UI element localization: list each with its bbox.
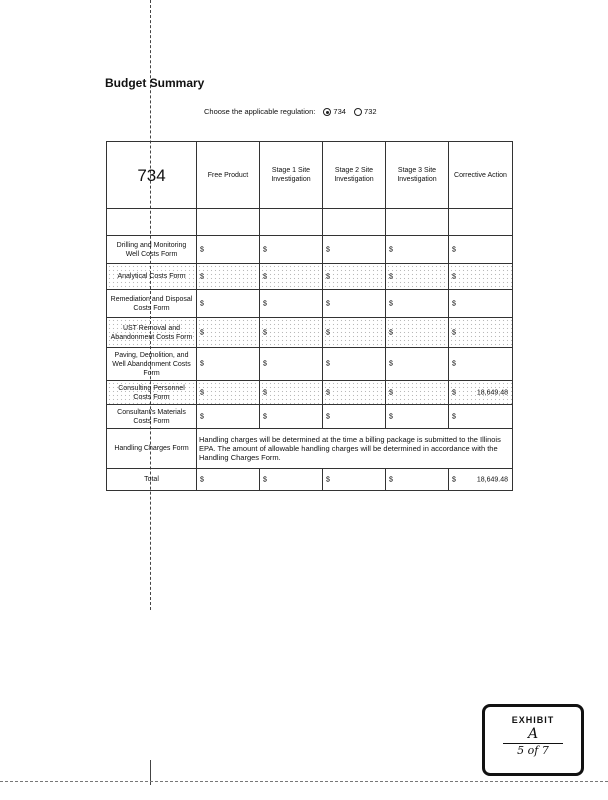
row-label: Consulting Personnel Costs Form — [107, 381, 197, 405]
exhibit-page: 5 of 7 — [503, 743, 563, 757]
cost-cell[interactable]: $ — [197, 405, 260, 429]
column-header: Stage 2 Site Investigation — [323, 142, 386, 209]
cost-cell[interactable]: $ — [197, 381, 260, 405]
row-label: UST Removal and Abandonment Costs Form — [107, 318, 197, 348]
radio-732-label: 732 — [364, 107, 377, 116]
cost-cell[interactable]: $ — [386, 348, 449, 381]
cost-cell[interactable]: $ — [260, 405, 323, 429]
cost-cell[interactable]: $ — [449, 318, 513, 348]
cost-cell[interactable]: $ — [323, 405, 386, 429]
cost-cell[interactable]: $ — [323, 348, 386, 381]
cost-cell[interactable]: $ — [449, 236, 513, 264]
exhibit-label: EXHIBIT — [511, 715, 555, 725]
total-cell[interactable]: $ — [323, 469, 386, 491]
exhibit-stamp — [482, 704, 584, 776]
cost-cell[interactable]: $ — [260, 290, 323, 318]
cost-cell[interactable]: $ — [449, 348, 513, 381]
cost-cell[interactable]: $ — [386, 236, 449, 264]
cost-cell[interactable]: $ — [323, 318, 386, 348]
table-row — [107, 290, 513, 318]
regulation-label: 734 — [107, 142, 197, 209]
cost-cell[interactable]: $ — [449, 290, 513, 318]
total-cell[interactable]: $ 18,649.48 — [449, 469, 513, 491]
column-header: Free Product — [197, 142, 260, 209]
column-header: Corrective Action — [449, 142, 513, 209]
row-label: Drilling and Monitoring Well Costs Form — [107, 236, 197, 264]
total-cell[interactable]: $ — [197, 469, 260, 491]
cost-cell[interactable]: $ — [386, 318, 449, 348]
column-header: Stage 3 Site Investigation — [386, 142, 449, 209]
handling-note: Handling charges will be determined at the time a billing package is submitted to the Illinois EPA. The amount of allowable handling charges will be determined in accordance with the Handling Charges Form. — [197, 429, 513, 469]
exhibit-letter: A — [527, 726, 539, 742]
cost-cell[interactable]: $ — [386, 381, 449, 405]
cost-cell[interactable]: $ — [386, 290, 449, 318]
cost-cell[interactable]: $ — [449, 264, 513, 290]
column-header: Stage 1 Site Investigation — [260, 142, 323, 209]
total-cell[interactable]: $ — [260, 469, 323, 491]
cost-cell[interactable]: $ 18,649.48 — [449, 381, 513, 405]
table-row — [107, 318, 513, 348]
row-label: Analytical Costs Form — [107, 264, 197, 290]
cost-cell[interactable]: $ — [260, 264, 323, 290]
cost-cell[interactable]: $ — [197, 318, 260, 348]
cost-cell[interactable]: $ — [449, 405, 513, 429]
cost-cell[interactable]: $ — [197, 264, 260, 290]
cost-cell[interactable]: $ — [323, 381, 386, 405]
table-row — [107, 405, 513, 429]
row-label: Consultant's Materials Costs Form — [107, 405, 197, 429]
page-title: Budget Summary — [105, 76, 205, 90]
table-row — [107, 264, 513, 290]
scan-artifact-line — [0, 781, 608, 782]
row-label: Remediation and Disposal Costs Form — [107, 290, 197, 318]
cost-cell[interactable]: $ — [323, 236, 386, 264]
spacer-row — [107, 209, 513, 236]
cost-cell[interactable]: $ — [386, 405, 449, 429]
row-label: Paving, Demolition, and Well Abandonment Costs Form — [107, 348, 197, 381]
cost-cell[interactable]: $ — [197, 236, 260, 264]
cost-cell[interactable]: $ — [197, 290, 260, 318]
radio-732[interactable] — [354, 108, 362, 116]
table-row — [107, 348, 513, 381]
regulation-selector — [204, 107, 377, 116]
handling-row — [107, 429, 513, 469]
radio-734[interactable] — [323, 108, 331, 116]
budget-table — [106, 141, 513, 491]
cost-cell[interactable]: $ — [260, 348, 323, 381]
table-row — [107, 381, 513, 405]
cost-cell[interactable]: $ — [197, 348, 260, 381]
total-row — [107, 469, 513, 491]
row-label: Handling Charges Form — [107, 429, 197, 469]
cost-cell[interactable]: $ — [260, 381, 323, 405]
table-header-row — [107, 142, 513, 209]
row-label: Total — [107, 469, 197, 491]
cost-cell[interactable]: $ — [386, 264, 449, 290]
regulation-prompt: Choose the applicable regulation: — [204, 107, 316, 116]
total-cell[interactable]: $ — [386, 469, 449, 491]
table-row — [107, 236, 513, 264]
cost-cell[interactable]: $ — [260, 318, 323, 348]
radio-734-label: 734 — [333, 107, 346, 116]
cost-cell[interactable]: $ — [323, 290, 386, 318]
cost-cell[interactable]: $ — [323, 264, 386, 290]
cost-cell[interactable]: $ — [260, 236, 323, 264]
